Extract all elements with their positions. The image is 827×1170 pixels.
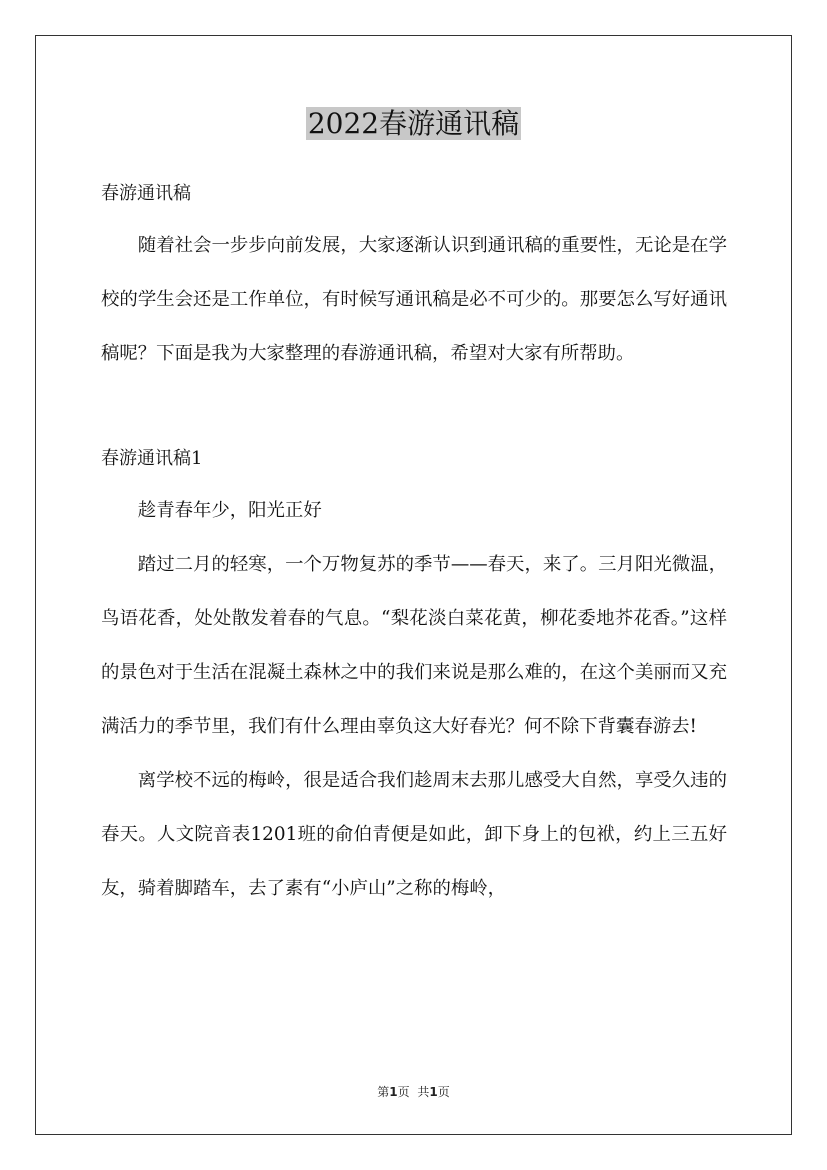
page-prefix: 第 xyxy=(377,1085,390,1099)
intro-heading: 春游通讯稿 xyxy=(101,183,191,204)
page-current: 1 xyxy=(389,1085,398,1099)
total-prefix: 共 xyxy=(417,1085,430,1099)
page-total: 1 xyxy=(429,1085,438,1099)
total-suffix: 页 xyxy=(437,1085,450,1099)
section-spacer xyxy=(101,381,727,433)
document-title-text: 2022春游通讯稿 xyxy=(307,107,520,140)
section-subtitle: 趁青春年少，阳光正好 xyxy=(137,500,322,521)
section-heading: 春游通讯稿1 xyxy=(101,448,203,469)
document-body xyxy=(101,168,727,916)
page-footer xyxy=(0,1083,827,1101)
page-suffix: 页 xyxy=(397,1085,410,1099)
intro-paragraph: 随着社会一步步向前发展，大家逐渐认识到通讯稿的重要性，无论是在学校的学生会还是工作单位，有时候写通讯稿是必不可少的。那要怎么写好通讯稿呢？下面是我为大家整理的春游通讯稿，希望对大家有所帮助。 xyxy=(101,235,727,364)
section-paragraph-2: 离学校不远的梅岭，很是适合我们趁周末去那儿感受大自然，享受久违的春天。人文院音表1201班的俞伯青便是如此，卸下身上的包袱，约上三五好友，骑着脚踏车，去了素有“小庐山”之称的梅岭， xyxy=(101,770,727,899)
document-title xyxy=(0,104,827,144)
section-paragraph-1: 踏过二月的轻寒，一个万物复苏的季节——春天，来了。三月阳光微温，鸟语花香，处处散发着春的气息。“梨花淡白菜花黄，柳花委地芥花香。”这样的景色对于生活在混凝土森林之中的我们来说是那么难的，在这个美丽而又充满活力的季节里，我们有什么理由辜负这大好春光？何不除下背囊春游去! xyxy=(101,554,727,737)
